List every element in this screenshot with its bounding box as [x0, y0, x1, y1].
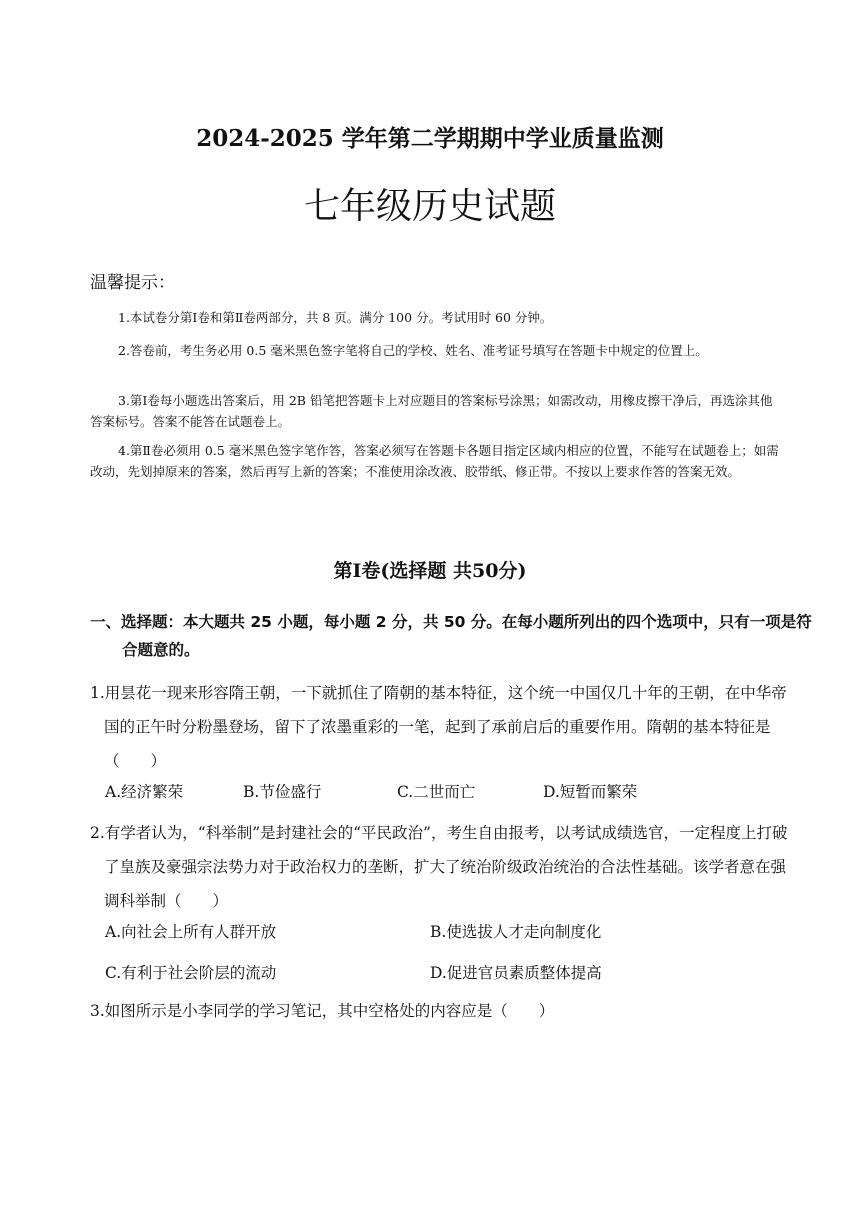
tip-item: 4.第Ⅱ卷必须用 0.5 毫米黑色签字笔作答，答案必须写在答题卡各题目指定区域内相应的位置，不能写在试题卷上；如需改动，先划掉原来的答案，然后再写上新的答案；不准使用涂改液、胶带纸、修正带。不按以上要求作答的答案无效。 [90, 443, 779, 479]
exam-title: 2024-2025 学年第二学期期中学业质量监测 [196, 125, 664, 152]
question-2-stem: 2.有学者认为，“科举制”是封建社会的“平民政治”，考生自由报考，以考试成绩选官，一定程度上打破了皇族及豪强宗法势力对于政治权力的垄断，扩大了统治阶级政治统治的合法性基础。该学者意在强调科举制（ ） [90, 824, 788, 910]
question-1-option-d: D.短暂而繁荣 [543, 783, 638, 801]
question-1-option-a: A.经济繁荣 [105, 783, 184, 801]
question-1-option-b: B.节俭盛行 [243, 783, 322, 801]
question-2-option-b: B.使选拔人才走向制度化 [430, 923, 602, 941]
tip-item: 3.第Ⅰ卷每小题选出答案后，用 2B 铅笔把答题卡上对应题目的答案标号涂黑；如需改动，用橡皮擦干净后，再选涂其他答案标号。答案不能答在试题卷上。 [90, 393, 773, 429]
tip-item: 2.答卷前，考生务必用 0.5 毫米黑色签字笔将自己的学校、姓名、准考证号填写在答题卡中规定的位置上。 [118, 343, 708, 358]
question-2-option-c: C.有利于社会阶层的流动 [105, 964, 277, 982]
question-1-option-c: C.二世而亡 [397, 783, 476, 801]
question-2-option-a: A.向社会上所有人群开放 [105, 923, 277, 941]
question-2-option-d: D.促进官员素质整体提高 [430, 964, 602, 982]
subject-title: 七年级历史试题 [303, 186, 556, 227]
section-title: 第Ⅰ卷(选择题 共50分) [333, 560, 527, 582]
tip-item: 1.本试卷分第Ⅰ卷和第Ⅱ卷两部分，共 8 页。满分 100 分。考试用时 60 分钟。 [118, 310, 553, 325]
part-heading: 一、选择题：本大题共 25 小题，每小题 2 分，共 50 分。在每小题所列出的四个选项中，只有一项是符合题意的。 [90, 613, 812, 659]
question-3-stem: 3.如图所示是小李同学的学习笔记，其中空格处的内容应是（ ） [90, 1002, 555, 1020]
tips-title: 温馨提示： [90, 273, 175, 293]
question-1-stem: 1.用昙花一现来形容隋王朝，一下就抓住了隋朝的基本特征，这个统一中国仅几十年的王朝，在中华帝国的正午时分粉墨登场，留下了浓墨重彩的一笔，起到了承前启后的重要作用。隋朝的基本特征是（ ） [90, 684, 787, 770]
